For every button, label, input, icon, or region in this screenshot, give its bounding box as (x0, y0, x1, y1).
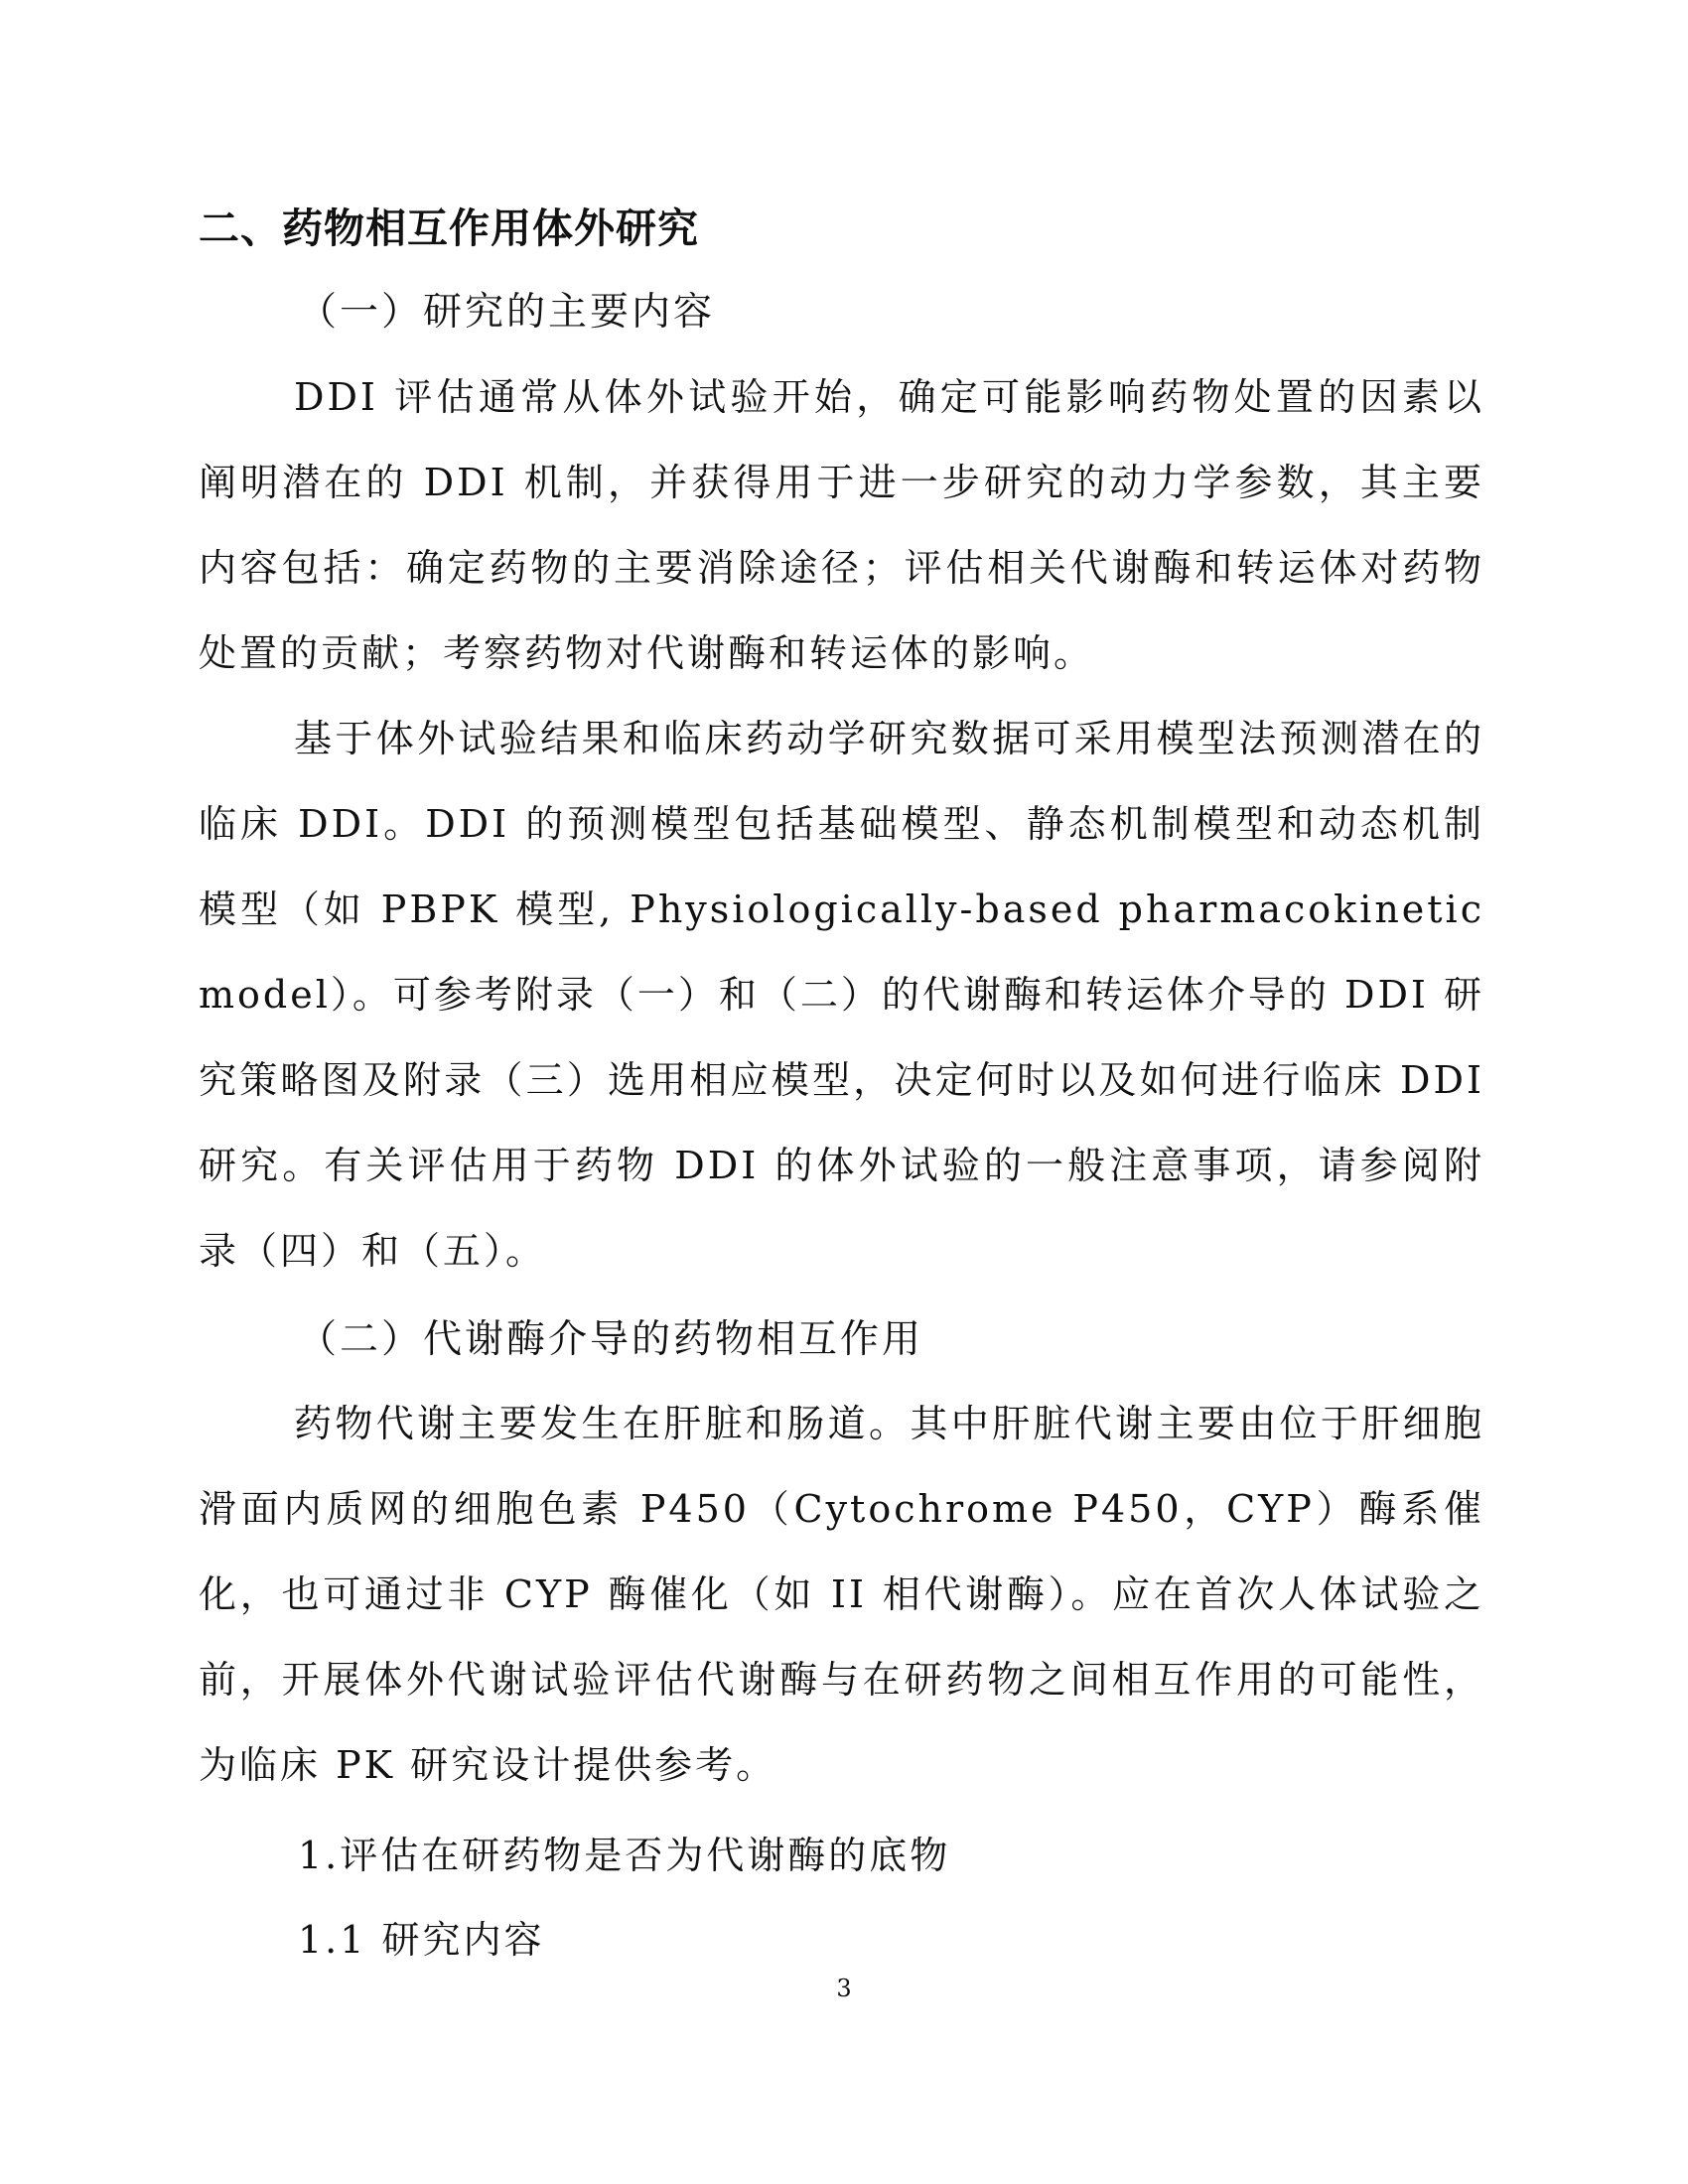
item-title-research-content: 1.1 研究内容 (298, 1918, 545, 1962)
paragraph-ddi-prediction-models: 基于体外试验结果和临床药动学研究数据可采用模型法预测潜在的临床 DDI。DDI 的预测模型包括基础模型、静态机制模型和动态机制模型（如 PBPK 模型, Physiologically-based pharmacokinetic model）。可参考附录（一）和（二）的代谢酶和转运体介导的 DDI 研究策略图及附录（三）选用相应模型，决定何时以及如何进行临床 DDI 研究。有关评估用于药物 DDI 的体外试验的一般注意事项，请参阅附录（四）和（五）。 (199, 717, 1484, 1273)
item-title-substrate-evaluation: 1.评估在研药物是否为代谢酶的底物 (298, 1834, 951, 1877)
subsection-title-main-content: （一）研究的主要内容 (298, 290, 716, 335)
page-number: 3 (836, 1975, 852, 2002)
subsection-title-enzyme-mediated-ddi: （二）代谢酶介导的药物相互作用 (298, 1317, 924, 1362)
paragraph-ddi-evaluation: DDI 评估通常从体外试验开始，确定可能影响药物处置的因素以阐明潜在的 DDI 机制，并获得用于进一步研究的动力学参数，其主要内容包括：确定药物的主要消除途径；评估相关代谢酶和转运体对药物处置的贡献；考察药物对代谢酶和转运体的影响。 (199, 375, 1484, 675)
section-heading: 二、药物相互作用体外研究 (199, 205, 699, 252)
paragraph-drug-metabolism: 药物代谢主要发生在肝脏和肠道。其中肝脏代谢主要由位于肝细胞滑面内质网的细胞色素 P450（Cytochrome P450，CYP）酶系催化，也可通过非 CYP 酶催化（如 II 相代谢酶）。应在首次人体试验之前，开展体外代谢试验评估代谢酶与在研药物之间相互作用的可能性，为临床 PK 研究设计提供参考。 (199, 1402, 1484, 1787)
